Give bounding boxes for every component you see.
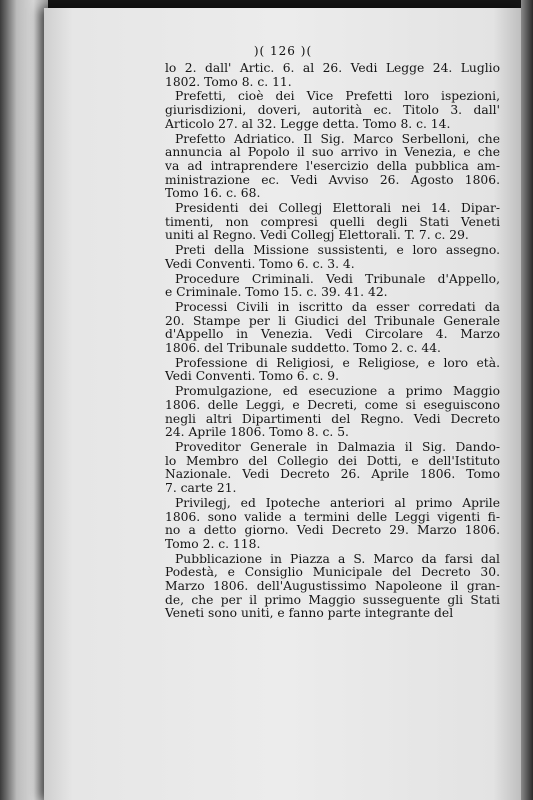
index-text-block xyxy=(165,62,500,622)
text-line: no a detto giorno. Vedi Decreto 29. Marzo 1806. xyxy=(165,523,500,538)
index-entry xyxy=(165,497,500,552)
index-entry xyxy=(165,273,500,300)
text-line: Prefetti, cioè dei Vice Prefetti loro ispezioni, xyxy=(175,89,500,104)
text-line: Professione di Religiosi, e Religiose, e loro età. xyxy=(175,355,500,370)
text-line: 1802. Tomo 8. c. 11. xyxy=(165,74,292,89)
text-line: Privilegj, ed Ipoteche anteriori al primo Aprile xyxy=(175,495,500,510)
text-line: 1806. sono valide a termini delle Leggi vigenti fi- xyxy=(165,509,500,524)
text-line: uniti al Regno. Vedi Collegj Elettorali. T. 7. c. 29. xyxy=(165,228,469,243)
text-line: ministrazione ec. Vedi Avviso 26. Agosto 1806. xyxy=(165,172,500,187)
text-line: Prefetto Adriatico. Il Sig. Marco Serbelloni, che xyxy=(175,131,500,146)
text-line: Preti della Missione sussistenti, e loro assegno. xyxy=(175,243,500,258)
right-page-edge xyxy=(521,0,533,800)
text-line: d'Appello in Venezia. Vedi Circolare 4. Marzo xyxy=(165,327,500,342)
index-entry xyxy=(165,90,500,131)
text-line: Nazionale. Vedi Decreto 26. Aprile 1806. Tomo xyxy=(165,467,500,482)
text-line: va ad intraprendere l'esercizio della pubblica am- xyxy=(165,158,500,173)
text-line: Veneti sono uniti, e fanno parte integrante del xyxy=(165,606,454,621)
text-line: 7. carte 21. xyxy=(165,481,237,496)
text-line: annuncia al Popolo il suo arrivo in Venezia, e che xyxy=(165,145,500,160)
text-line: negli altri Dipartimenti del Regno. Vedi Decreto xyxy=(165,411,500,426)
page-number-header: )( 126 )( xyxy=(253,44,313,58)
index-entry xyxy=(165,301,500,356)
text-line: Vedi Conventi. Tomo 6. c. 3. 4. xyxy=(165,256,355,271)
text-line: Presidenti dei Collegj Elettorali nei 14. Dipar- xyxy=(175,201,500,216)
index-entry xyxy=(165,133,500,202)
text-line: Marzo 1806. dell'Augustissimo Napoleone il gran- xyxy=(165,579,500,594)
text-line: Promulgazione, ed esecuzione a primo Maggio xyxy=(175,384,500,399)
text-line: Vedi Conventi. Tomo 6. c. 9. xyxy=(165,369,340,384)
text-line: Articolo 27. al 32. Legge detta. Tomo 8. c. 14. xyxy=(165,116,451,131)
text-line: Pubblicazione in Piazza a S. Marco da farsi dal xyxy=(175,551,500,566)
index-entry xyxy=(165,441,500,496)
text-line: Tomo 2. c. 118. xyxy=(165,536,261,551)
left-page-edge xyxy=(0,0,48,800)
text-line: giurisdizioni, doveri, autorità ec. Titolo 3. dall' xyxy=(165,103,500,118)
text-line: Podestà, e Consiglio Municipale del Decreto 30. xyxy=(165,565,500,580)
text-line: Tomo 16. c. 68. xyxy=(165,186,261,201)
text-line: Procedure Criminali. Vedi Tribunale d'Appello, xyxy=(175,271,500,286)
text-line: 1806. del Tribunale suddetto. Tomo 2. c. 44. xyxy=(165,341,441,356)
index-entry xyxy=(165,62,500,89)
index-entry xyxy=(165,553,500,622)
text-line: Proveditor Generale in Dalmazia il Sig. Dando- xyxy=(175,439,500,454)
index-entry xyxy=(165,385,500,440)
text-line: Processi Civili in iscritto da esser corredati da xyxy=(175,299,500,314)
index-entry xyxy=(165,357,500,384)
text-line: lo Membro del Collegio dei Dotti, e dell'Istituto xyxy=(165,453,500,468)
text-line: de, che per il primo Maggio susseguente gli Stati xyxy=(165,592,500,607)
text-line: lo 2. dall' Artic. 6. al 26. Vedi Legge 24. Luglio xyxy=(165,61,500,75)
text-line: 1806. delle Leggi, e Decreti, come si eseguiscono xyxy=(165,397,500,412)
text-line: 20. Stampe per li Giudici del Tribunale Generale xyxy=(165,313,500,328)
text-line: 24. Aprile 1806. Tomo 8. c. 5. xyxy=(165,425,349,440)
text-line: e Criminale. Tomo 15. c. 39. 41. 42. xyxy=(165,285,388,300)
text-line: timenti, non compresi quelli degli Stati Veneti xyxy=(165,214,500,229)
index-entry xyxy=(165,244,500,271)
index-entry xyxy=(165,202,500,243)
